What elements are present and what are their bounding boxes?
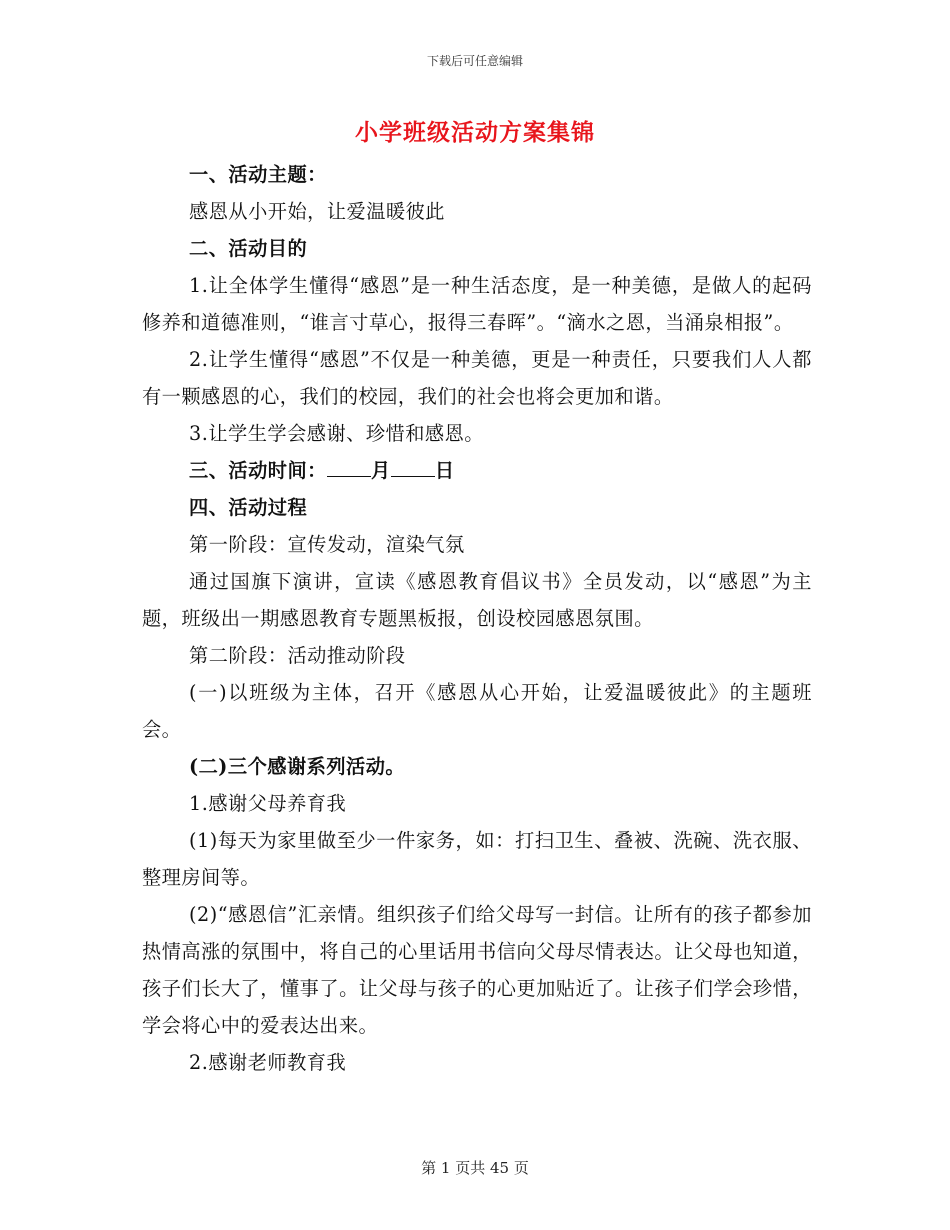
section-heading-process: 四、活动过程 xyxy=(189,496,308,519)
purpose-item-2: 2.让学生懂得“感恩”不仅是一种美德，更是一种责任，只要我们人人都有一颗感恩的心，我们的校园，我们的社会也将会更加和谐。 xyxy=(142,348,812,408)
day-blank-2 xyxy=(413,455,435,477)
section-heading-theme: 一、活动主题： xyxy=(189,163,327,186)
stage-two-item-2: (二)三个感谢系列活动。 xyxy=(189,755,406,778)
month-label: 月 xyxy=(371,459,391,482)
section-heading-time xyxy=(142,452,812,489)
time-label: 三、活动时间： xyxy=(189,459,327,482)
document-title: 小学班级活动方案集锦 xyxy=(355,119,595,146)
purpose-item-3: 3.让学生学会感谢、珍惜和感恩。 xyxy=(189,422,484,445)
day-blank xyxy=(391,455,413,477)
stage-one-heading: 第一阶段：宣传发动，渲染气氛 xyxy=(189,533,465,556)
theme-text: 感恩从小开始，让爱温暖彼此 xyxy=(189,200,445,223)
purpose-item-1: 1.让全体学生懂得“感恩”是一种生活态度，是一种美德，是做人的起码修养和道德准则，“谁言寸草心，报得三春晖”。“滴水之恩，当涌泉相报”。 xyxy=(142,274,812,334)
stage-two-item-1: (一)以班级为主体，召开《感恩从心开始，让爱温暖彼此》的主题班会。 xyxy=(142,681,812,741)
thanks-parents-item-1: (1)每天为家里做至少一件家务，如：打扫卫生、叠被、洗碗、洗衣服、整理房间等。 xyxy=(142,829,812,889)
month-blank xyxy=(327,455,349,477)
thanks-parents-item-2: (2)“感恩信”汇亲情。组织孩子们给父母写一封信。让所有的孩子都参加热情高涨的氛围中，将自己的心里话用书信向父母尽情表达。让父母也知道，孩子们长大了，懂事了。让父母与孩子的心更加贴近了。让孩子们学会珍惜，学会将心中的爱表达出来。 xyxy=(142,903,812,1037)
page-number: 第 1 页共 45 页 xyxy=(421,1159,529,1177)
month-blank-2 xyxy=(349,455,371,477)
stage-one-text: 通过国旗下演讲，宣读《感恩教育倡议书》全员发动，以“感恩”为主题，班级出一期感恩教育专题黑板报，创设校园感恩氛围。 xyxy=(142,570,812,630)
page-header-note: 下载后可任意编辑 xyxy=(426,54,523,68)
section-heading-purpose: 二、活动目的 xyxy=(189,237,308,260)
thanks-teachers-heading: 2.感谢老师教育我 xyxy=(189,1051,347,1074)
document-body xyxy=(142,156,812,1081)
day-label: 日 xyxy=(434,459,455,482)
stage-two-heading: 第二阶段：活动推动阶段 xyxy=(189,644,406,667)
thanks-parents-heading: 1.感谢父母养育我 xyxy=(189,792,347,815)
